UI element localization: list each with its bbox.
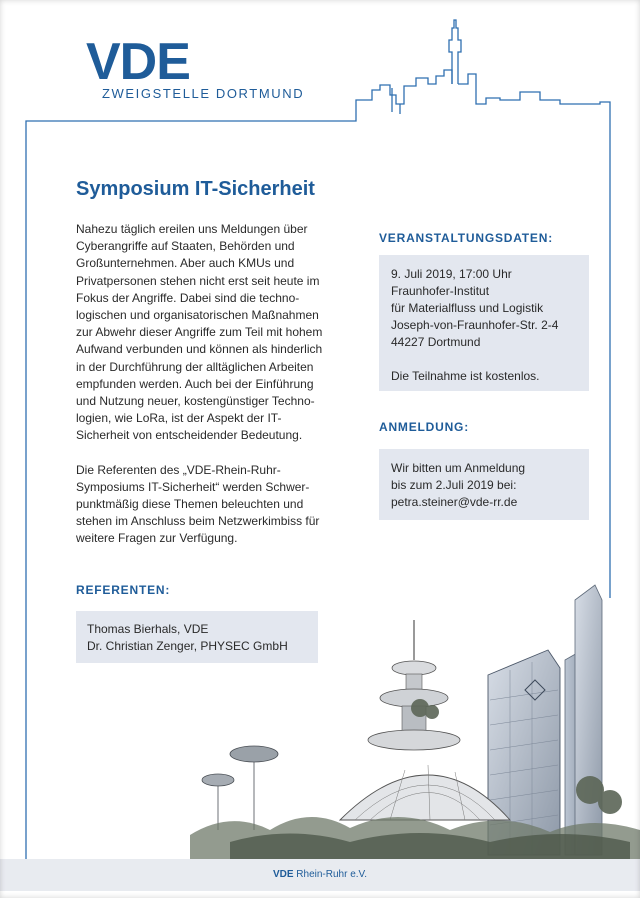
event-venue-line-2: für Materialfluss und Logistik (391, 301, 544, 315)
event-date: 9. Juli 2019, 17:00 Uhr (391, 267, 512, 281)
intro-line: Cyberangriffe auf Staaten, Behörden und (76, 239, 295, 254)
speaker-item: Thomas Bierhals, VDE (87, 622, 209, 636)
logo-mark: VDE (86, 33, 190, 91)
event-fee-note: Die Teilnahme ist kostenlos. (391, 369, 540, 383)
intro-line: Nahezu täglich ereilen uns Meldungen über (76, 222, 308, 236)
intro-line: Großunternehmen. Aber auch KMUs und (76, 256, 295, 271)
logo-subtitle: ZWEIGSTELLE DORTMUND (102, 86, 305, 101)
page-title: Symposium IT-Sicherheit (76, 178, 315, 200)
intro-line: Symposiums IT-Sicherheit“ werden Schwer- (76, 479, 310, 494)
registration-deadline: bis zum 2.Juli 2019 bei: (391, 478, 517, 492)
intro-line: Die Referenten des „VDE-Rhein-Ruhr- (76, 462, 281, 477)
intro-paragraph-1 (76, 221, 348, 445)
intro-line: Fokus der Angriffe. Dabei sind die techno- (76, 290, 300, 305)
footer-text: Rhein-Ruhr e.V. (296, 869, 368, 880)
registration-heading: ANMELDUNG: (379, 420, 469, 434)
event-venue: Fraunhofer-Institut (391, 284, 490, 298)
registration-line: Wir bitten um Anmeldung (391, 461, 526, 475)
intro-line: und Nutzung neuer, kostengünstiger Techno- (76, 394, 315, 409)
city-architecture-illustration (170, 580, 640, 860)
intro-paragraph-2 (76, 462, 348, 548)
intro-text (76, 221, 348, 548)
registration-box (379, 449, 589, 520)
intro-line: punktmäßig diese Themen beleuchten und (76, 497, 304, 512)
event-city: 44227 Dortmund (391, 335, 481, 349)
intro-line: Privatpersonen stehen nicht erst seit heute im (76, 273, 320, 288)
speaker-item: Dr. Christian Zenger, PHYSEC GmbH (87, 639, 288, 653)
speakers-heading: REFERENTEN: (76, 583, 171, 597)
intro-line: Sicherheit von entscheidender Bedeutung. (76, 428, 303, 443)
intro-line: logischen und organisatorischen Maßnahmen (76, 308, 319, 323)
vde-logo (86, 33, 305, 101)
footer (0, 859, 640, 891)
intro-line: weitere Fragen zur Verfügung. (76, 531, 238, 546)
intro-line: zur Abwehr dieser Angriffe zum Teil mit hohem (76, 325, 323, 340)
intro-line: empfunden werden. Auch bei der Einführung (76, 376, 314, 391)
footer-brand: VDE (272, 869, 294, 880)
registration-email-link[interactable]: petra.steiner@vde-rr.de (391, 495, 518, 509)
event-street: Joseph-von-Fraunhofer-Str. 2-4 (391, 318, 559, 332)
event-details-box (379, 255, 589, 391)
intro-line: in der Durchführung der alltäglichen Arbeiten (76, 359, 314, 374)
intro-line: logien, wie LoRa, ist der Aspekt der IT- (76, 411, 282, 426)
intro-line: Aufwand verbunden und können als hinderlich (76, 342, 323, 357)
event-details-heading: VERANSTALTUNGSDATEN: (379, 231, 553, 245)
intro-line: stehen im Anschluss beim Netzwerkimbiss für (76, 514, 320, 529)
